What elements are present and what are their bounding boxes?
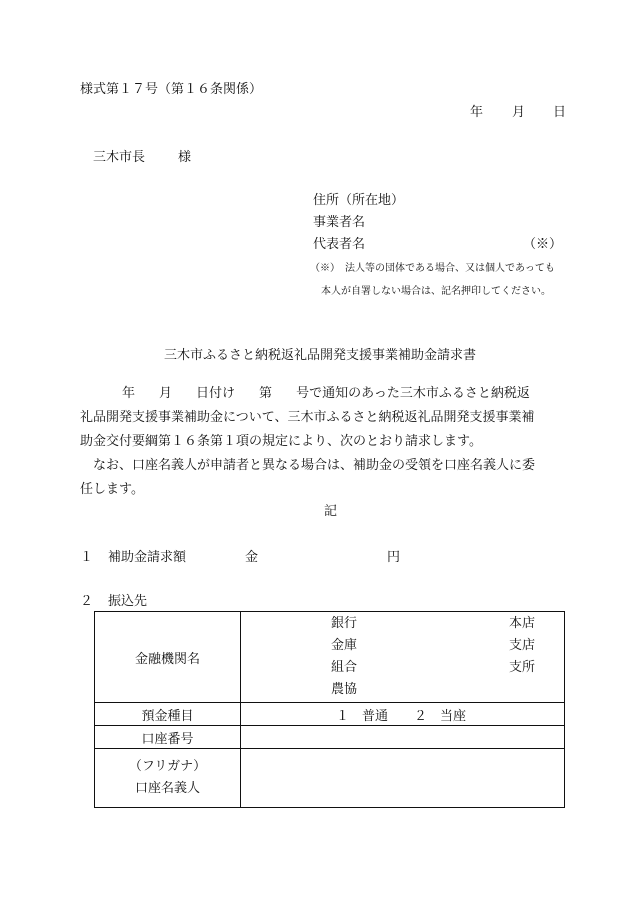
form-number: 様式第１７号（第１６条関係） — [80, 82, 263, 97]
body-line1 — [80, 382, 570, 406]
body-number-prefix: 第 — [259, 386, 273, 401]
transfer-table — [94, 611, 565, 808]
institution-type-nokyo: 農協 — [331, 682, 358, 697]
addressee-name: 三木市長 — [93, 150, 146, 165]
date-month-label: 月 — [512, 105, 526, 120]
institution-type-kinko: 金庫 — [331, 638, 358, 653]
institution-type-kumiai: 組合 — [331, 660, 358, 675]
item1-number: １ — [80, 550, 94, 565]
item1-yen: 円 — [387, 550, 401, 565]
body-year: 年 — [122, 386, 136, 401]
representative-label: 代表者名 — [313, 237, 366, 252]
branch-type-branch: 支店 — [509, 638, 536, 653]
branch-type-head: 本店 — [509, 616, 536, 631]
institution-type-bank: 銀行 — [331, 616, 358, 631]
request-body — [80, 382, 570, 502]
signature-mark: （※） — [523, 237, 563, 252]
institution-row — [95, 612, 565, 703]
item1-label: 補助金請求額 — [108, 550, 187, 565]
furigana-label: （フリガナ） — [128, 759, 207, 774]
date-year-label: 年 — [470, 105, 484, 120]
body-dated: 日付け — [196, 386, 236, 401]
deposit-type-options[interactable]: １ 普通 ２ 当座 — [241, 703, 565, 726]
item2-label: 振込先 — [108, 594, 148, 609]
signature-note-line2: 本人が自署しない場合は、記名押印してください。 — [321, 286, 551, 297]
item2-number: ２ — [80, 594, 94, 609]
deposit-type-label: 預金種目 — [95, 703, 241, 726]
signature-note-line1: （※） 法人等の団体である場合、又は個人であっても — [310, 263, 555, 274]
item1-kin: 金 — [245, 550, 259, 565]
addressee-honorific: 様 — [178, 150, 192, 165]
address-label: 住所（所在地） — [313, 193, 405, 208]
body-line3: 助金交付要綱第１６条第１項の規定により、次のとおり請求します。 — [80, 434, 482, 449]
deposit-type-row — [95, 703, 565, 726]
account-number-cell[interactable] — [241, 726, 565, 749]
account-number-label: 口座番号 — [95, 726, 241, 749]
body-line1-rest: 号で通知のあった三木市ふるさと納税返 — [296, 386, 530, 401]
institution-cell[interactable] — [241, 612, 565, 703]
date-day-label: 日 — [553, 105, 567, 120]
branch-type-office: 支所 — [509, 660, 536, 675]
account-holder-label-cell — [95, 749, 241, 808]
institution-label: 金融機関名 — [95, 612, 241, 703]
account-holder-row — [95, 749, 565, 808]
body-month: 月 — [159, 386, 173, 401]
body-para2-line1: なお、口座名義人が申請者と異なる場合は、補助金の受領を口座名義人に委 — [93, 458, 536, 473]
ki-marker: 記 — [324, 504, 338, 519]
document-title: 三木市ふるさと納税返礼品開発支援事業補助金請求書 — [164, 348, 477, 363]
account-number-row — [95, 726, 565, 749]
account-holder-cell[interactable] — [241, 749, 565, 808]
body-para2-line2: 任します。 — [80, 482, 144, 497]
body-line2: 礼品開発支援事業補助金について、三木市ふるさと納税返礼品開発支援事業補 — [80, 410, 535, 425]
account-holder-label: 口座名義人 — [134, 781, 200, 796]
business-name-label: 事業者名 — [313, 215, 366, 230]
